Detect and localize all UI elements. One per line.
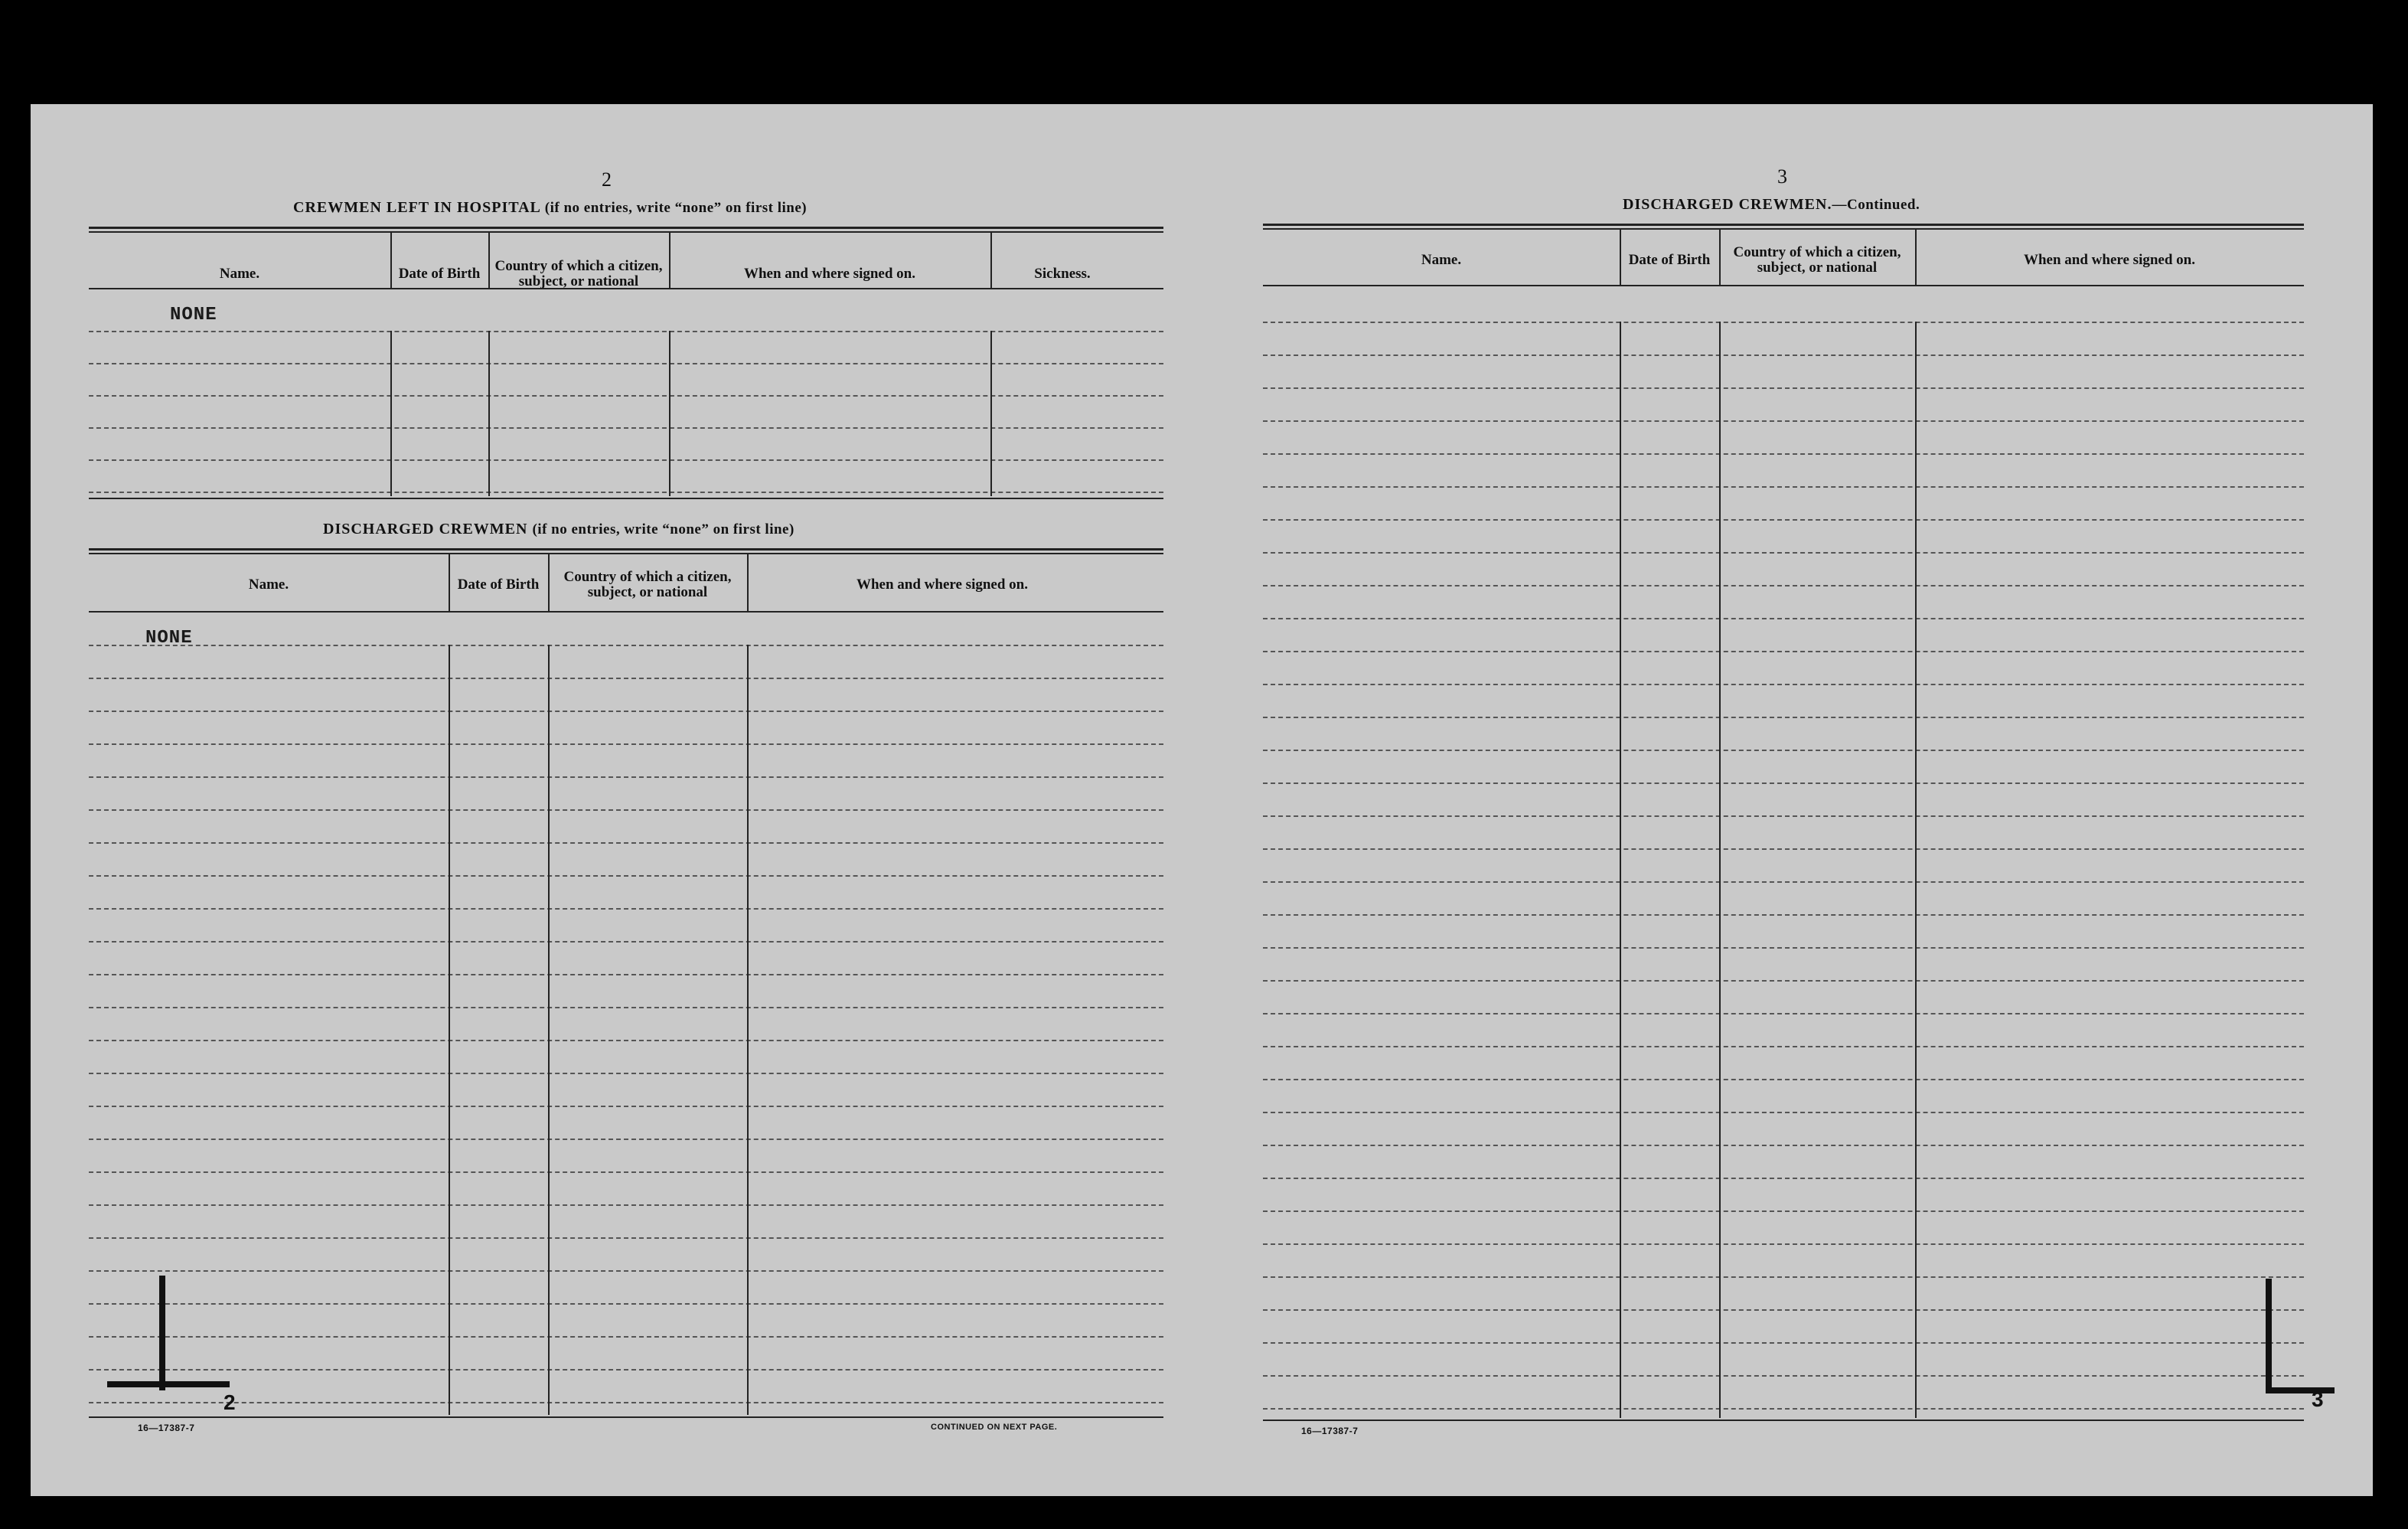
table-row-line (1263, 947, 2304, 949)
table-row-line (89, 492, 1163, 493)
continued-top-rule-2 (1263, 228, 2304, 230)
table-row-line (1263, 1112, 2304, 1113)
table-row-line (89, 459, 1163, 461)
col-header-name: Name. (248, 577, 289, 593)
continued-top-rule (1263, 224, 2304, 226)
header-column-divider (1719, 228, 1721, 286)
table-row-line (1263, 618, 2304, 619)
hospital-instruction: (if no entries, write “none” on first line) (544, 200, 808, 216)
table-row-line (89, 678, 1163, 679)
header-column-divider (747, 553, 749, 613)
table-row-line (1263, 750, 2304, 751)
table-row-line (1263, 717, 2304, 718)
table-row-line (1263, 387, 2304, 389)
col-header-date-of-birth: Date of Birth (1628, 252, 1711, 268)
col-header-sickness: Sickness. (1034, 266, 1091, 282)
table-row-line (1263, 1210, 2304, 1212)
corner-mark-horizontal (2266, 1387, 2335, 1393)
form-number: 16—17387-7 (138, 1423, 195, 1433)
table-row-line (89, 331, 1163, 332)
table-row-line (1263, 1046, 2304, 1047)
corner-mark-vertical (2266, 1279, 2272, 1393)
table-column-divider (669, 331, 671, 496)
header-column-divider (990, 231, 992, 289)
table-row-line (89, 1106, 1163, 1107)
discharged-top-rule (89, 548, 1163, 551)
header-column-divider (1620, 228, 1621, 286)
continued-note: CONTINUED ON NEXT PAGE. (931, 1423, 1058, 1432)
table-row-line (1263, 1309, 2304, 1311)
table-row-line (1263, 881, 2304, 883)
table-row-line (89, 1303, 1163, 1305)
table-row-line (1263, 486, 2304, 488)
table-row-line (1263, 914, 2304, 916)
table-row-line (1263, 1408, 2304, 1410)
col-header-name: Name. (1421, 252, 1462, 268)
col-header-name: Name. (219, 266, 260, 282)
page-number: 2 (602, 168, 612, 191)
table-column-divider (449, 645, 450, 1415)
col-header-signed-on: When and where signed on. (743, 266, 915, 282)
table-row-line (89, 363, 1163, 364)
discharged-instruction: (if no entries, write “none” on first line) (532, 521, 795, 537)
table-row-line (1263, 1342, 2304, 1344)
table-row-line (89, 908, 1163, 910)
table-row-line (1263, 585, 2304, 586)
hospital-title-text: CREWMEN LEFT IN HOSPITAL (293, 199, 540, 216)
table-row-line (1263, 519, 2304, 521)
col-header-signed-on: When and where signed on. (2023, 252, 2195, 268)
page-number: 3 (1777, 165, 1787, 188)
left-page (31, 104, 1194, 1496)
table-row-line (1263, 1375, 2304, 1377)
table-row-line (1263, 684, 2304, 685)
hospital-top-rule (89, 227, 1163, 229)
discharged-title-text: DISCHARGED CREWMEN (323, 521, 528, 537)
table-row-line (1263, 1178, 2304, 1179)
table-row-line (1263, 651, 2304, 652)
table-row-line (89, 941, 1163, 943)
hospital-section-title (293, 199, 807, 217)
form-number: 16—17387-7 (1301, 1426, 1359, 1436)
table-row-line (1263, 848, 2304, 850)
header-column-divider (390, 231, 392, 289)
continued-header-row (1263, 231, 2304, 289)
table-row-line (89, 974, 1163, 975)
col-header-date-of-birth: Date of Birth (457, 577, 540, 593)
header-column-divider (669, 231, 671, 289)
col-header-country: Country of which a citizen, subject, or national (1733, 244, 1901, 276)
table-row-line (89, 427, 1163, 429)
table-row-line (89, 1171, 1163, 1173)
table-row-line (1263, 1079, 2304, 1080)
discharged-continued-title (1623, 196, 1920, 214)
table-row-line (89, 395, 1163, 397)
table-row-line (89, 743, 1163, 745)
discharged-continued-title-text: DISCHARGED CREWMEN. (1623, 196, 1832, 213)
header-column-divider (548, 553, 550, 613)
discharged-header-bottom-rule (89, 611, 1163, 613)
discharged-section-title (323, 521, 795, 538)
discharged-header-row (89, 556, 1137, 614)
col-header-date-of-birth: Date of Birth (398, 266, 481, 282)
table-row-line (89, 711, 1163, 712)
table-row-line (89, 1270, 1163, 1272)
table-row-line (89, 645, 1163, 646)
header-column-divider (1915, 228, 1917, 286)
header-column-divider (449, 553, 450, 613)
table-row-line (89, 875, 1163, 877)
col-header-country: Country of which a citizen, subject, or national (563, 569, 732, 600)
continued-bottom-rule (1263, 1420, 2304, 1421)
table-row-line (89, 1073, 1163, 1074)
table-row-line (89, 1369, 1163, 1371)
table-row-line (89, 842, 1163, 844)
table-row-line (1263, 354, 2304, 356)
table-column-divider (548, 645, 550, 1415)
table-column-divider (488, 331, 490, 496)
continued-header-bottom-rule (1263, 285, 2304, 286)
table-row-line (1263, 782, 2304, 784)
continued-suffix: —Continued. (1832, 197, 1920, 213)
table-row-line (89, 1336, 1163, 1338)
table-row-line (1263, 1013, 2304, 1014)
table-row-line (1263, 1145, 2304, 1146)
hospital-bottom-rule (89, 498, 1163, 499)
hospital-first-entry: NONE (170, 305, 217, 325)
table-column-divider (990, 331, 992, 496)
table-column-divider (1915, 322, 1917, 1418)
header-column-divider (488, 231, 490, 289)
discharged-bottom-rule (89, 1416, 1163, 1418)
table-column-divider (1620, 322, 1621, 1418)
discharged-top-rule-2 (89, 553, 1163, 554)
table-row-line (89, 1402, 1163, 1403)
table-row-line (89, 1007, 1163, 1008)
table-column-divider (1719, 322, 1721, 1418)
table-row-line (1263, 815, 2304, 817)
table-row-line (89, 1204, 1163, 1206)
form-paper (31, 104, 2373, 1496)
corner-mark-vertical (159, 1276, 165, 1390)
col-header-signed-on: When and where signed on. (856, 577, 1028, 593)
table-row-line (89, 1237, 1163, 1239)
table-row-line (1263, 322, 2304, 323)
hospital-top-rule-2 (89, 231, 1163, 233)
table-row-line (1263, 1243, 2304, 1245)
col-header-country: Country of which a citizen, subject, or national (494, 258, 663, 289)
table-column-divider (390, 331, 392, 496)
table-row-line (89, 1139, 1163, 1140)
table-row-line (1263, 453, 2304, 455)
table-row-line (89, 809, 1163, 811)
table-row-line (1263, 420, 2304, 422)
table-row-line (1263, 1276, 2304, 1278)
discharged-first-entry: NONE (145, 628, 193, 649)
corner-mark-horizontal (107, 1381, 230, 1387)
right-page (1202, 104, 2373, 1496)
hospital-header-row (89, 234, 1134, 314)
table-column-divider (747, 645, 749, 1415)
table-row-line (1263, 980, 2304, 982)
table-row-line (89, 1040, 1163, 1041)
handwritten-page-mark: 3 (2312, 1387, 2324, 1411)
hospital-header-bottom-rule (89, 288, 1163, 289)
table-row-line (89, 776, 1163, 778)
handwritten-page-mark: 2 (224, 1390, 236, 1414)
table-row-line (1263, 552, 2304, 554)
